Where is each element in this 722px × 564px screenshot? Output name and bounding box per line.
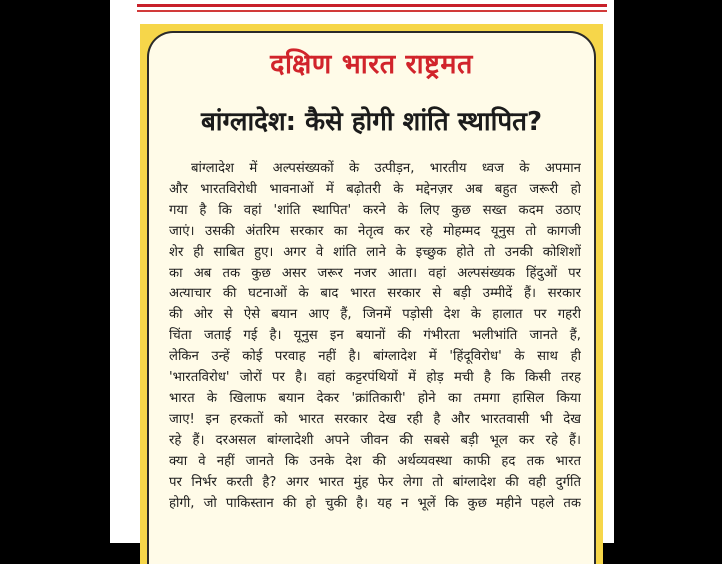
- article-line: क्या वे नहीं जानते कि उनके देश की अर्थव्यवस्था काफी हद तक भारत: [169, 453, 581, 469]
- article-line: अत्याचार की घटनाओं के बाद भारत सरकार से बड़ी उम्मीदें हैं। सरकार: [169, 286, 581, 302]
- editorial-headline: बांग्लादेश: कैसे होगी शांति स्थापित?: [200, 107, 543, 137]
- top-rule: [137, 4, 607, 7]
- article-line: लेकिन उन्हें कोई परवाह नहीं है। बांग्लादेश में 'हिंदूविरोध' के साथ ही: [169, 349, 581, 365]
- article-line: शेर ही साबित हुए। अगर वे शांति लाने के इच्छुक होते तो उनकी कोशिशों: [169, 244, 581, 260]
- newspaper-page: [110, 0, 614, 543]
- article-line: पर निर्भर करती है? अगर भारत मुंह फेर लेगा तो बांग्लादेश की वही दुर्गति: [169, 474, 581, 490]
- article-line: का अब तक कुछ असर जरूर नजर आता। वहां अल्पसंख्यक हिंदुओं पर: [169, 265, 581, 281]
- article-line: भारत के खिलाफ बयान देकर 'क्रांतिकारी' होने का तमगा हासिल किया: [169, 390, 581, 406]
- article-line: की ओर से ऐसे बयान आए हैं, जिनमें पड़ोसी देश के हालात पर गहरी: [169, 307, 581, 323]
- article-body: [169, 159, 581, 514]
- editorial-card: [147, 31, 596, 564]
- article-line: बांग्लादेश में अल्पसंख्यकों के उत्पीड़न, भारतीय ध्वज के अपमान: [191, 161, 581, 176]
- article-line: रहे हैं। दरअसल बांग्लादेशी अपने जीवन की सबसे बड़ी भूल कर रहे हैं।: [169, 432, 581, 448]
- article-line: 'भारतविरोध' जोरों पर है। वहां कट्टरपंथियों में होड़ मची है कि किसी तरह: [169, 370, 581, 386]
- article-line: जाएं। उसकी अंतरिम सरकार का नेतृत्व कर रहे मोहम्मद यूनुस तो कागजी: [169, 223, 581, 239]
- editorial-frame: [140, 24, 603, 564]
- masthead-title: दक्षिण भारत राष्ट्रमत: [270, 49, 473, 80]
- top-rule-thin: [137, 10, 607, 12]
- article-line: और भारतविरोधी भावनाओं में बढ़ोतरी के मद्देनज़र अब बहुत जरूरी हो: [169, 181, 581, 197]
- article-line: होगी, जो पाकिस्तान की हो चुकी है। यह न भूलें कि कुछ महीने पहले तक: [169, 495, 581, 511]
- article-line: गया है कि वहां 'शांति स्थापित' करने के लिए कुछ सख्त कदम उठाए: [169, 202, 581, 218]
- article-line: चिंता जताई गई है। यूनुस इन बयानों की गंभीरता भलीभांति जानते हैं,: [169, 328, 581, 344]
- article-line: जाए! इन हरकतों को भारत सरकार देख रही है और भारतवासी भी देख: [169, 411, 581, 427]
